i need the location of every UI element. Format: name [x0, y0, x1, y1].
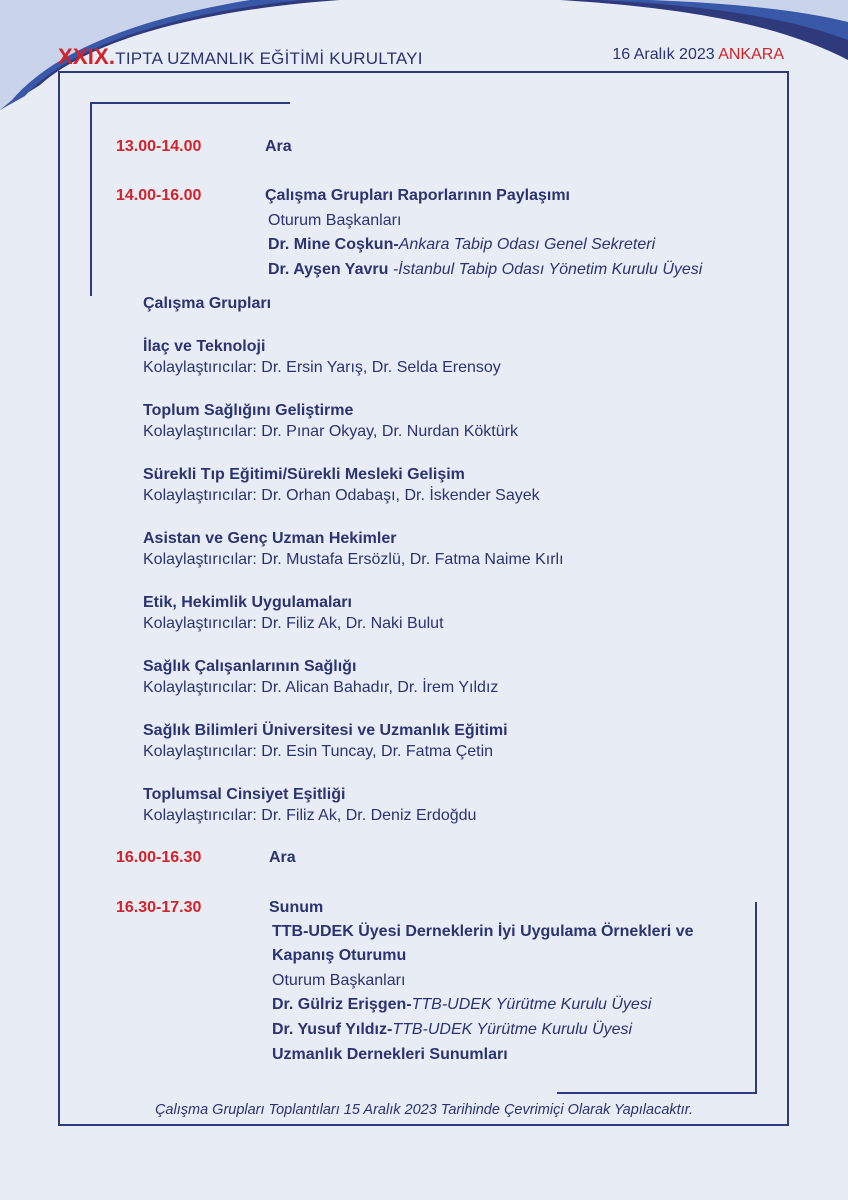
chair-name: Dr. Ayşen Yavru: [268, 261, 389, 278]
group-facilitators: Kolaylaştırıcılar: Dr. Filiz Ak, Dr. Deniz Erdoğdu: [143, 807, 477, 824]
group-name: Sürekli Tıp Eğitimi/Sürekli Mesleki Gelişim: [143, 466, 465, 483]
group-facilitators: Kolaylaştırıcılar: Dr. Orhan Odabaşı, Dr. İskender Sayek: [143, 487, 540, 504]
session2-title: Çalışma Grupları Raporlarının Paylaşımı: [265, 187, 570, 204]
session3-title: Ara: [269, 849, 296, 866]
bottom-inner-line: [557, 1092, 757, 1094]
group-name: Toplumsal Cinsiyet Eşitliği: [143, 786, 346, 803]
group-facilitators: Kolaylaştırıcılar: Dr. Pınar Okyay, Dr. Nurdan Köktürk: [143, 423, 518, 440]
session1-title: Ara: [265, 138, 292, 155]
session3-time: 16.00-16.30: [116, 849, 202, 866]
session2-chairs-label: Oturum Başkanları: [268, 212, 402, 229]
session4-chairs-label: Oturum Başkanları: [272, 972, 406, 989]
group-name: Toplum Sağlığını Geliştirme: [143, 402, 354, 419]
footer-note: Çalışma Grupları Toplantıları 15 Aralık 2023 Tarihinde Çevrimiçi Olarak Yapılacaktır.: [154, 1102, 694, 1118]
group-facilitators: Kolaylaştırıcılar: Dr. Filiz Ak, Dr. Naki Bulut: [143, 615, 444, 632]
session4-time: 16.30-17.30: [116, 899, 202, 916]
header-title-text: TIPTA UZMANLIK EĞİTİMİ KURULTAYI: [115, 49, 423, 68]
group-facilitators: Kolaylaştırıcılar: Dr. Esin Tuncay, Dr. Fatma Çetin: [143, 743, 494, 760]
chair-role: Ankara Tabip Odası Genel Sekreteri: [398, 236, 656, 253]
group-name: İlaç ve Teknoloji: [143, 338, 266, 355]
groups-title: Çalışma Grupları: [143, 295, 272, 312]
session2-chair-1: [268, 236, 655, 254]
chair-name: Dr. Gülriz Erişgen-: [272, 996, 412, 1013]
session4-closing: Uzmanlık Dernekleri Sunumları: [272, 1046, 508, 1063]
group-name: Sağlık Çalışanlarının Sağlığı: [143, 658, 357, 675]
header-date: 16 Aralık 2023: [612, 46, 715, 63]
left-inner-line: [90, 102, 92, 296]
session1-time: 13.00-14.00: [116, 138, 202, 155]
session4-subtitle-line2: Kapanış Oturumu: [272, 947, 407, 964]
header-title: [58, 44, 423, 70]
session4-chair-1: [272, 996, 651, 1014]
right-inner-line: [755, 902, 757, 1094]
group-facilitators: Kolaylaştırıcılar: Dr. Ersin Yarış, Dr. Selda Erensoy: [143, 359, 501, 376]
session2-time: 14.00-16.00: [116, 187, 202, 204]
session4-subtitle-line1: TTB-UDEK Üyesi Derneklerin İyi Uygulama Örnekleri ve: [272, 923, 694, 940]
session4-title: Sunum: [269, 899, 324, 916]
chair-role: TTB-UDEK Yürütme Kurulu Üyesi: [411, 996, 652, 1013]
top-inner-line: [90, 102, 290, 104]
group-facilitators: Kolaylaştırıcılar: Dr. Mustafa Ersözlü, Dr. Fatma Naime Kırlı: [143, 551, 564, 568]
header-city: ANKARA: [718, 46, 784, 63]
chair-name: Dr. Mine Coşkun-: [268, 236, 399, 253]
chair-role: TTB-UDEK Yürütme Kurulu Üyesi: [392, 1021, 633, 1038]
group-name: Etik, Hekimlik Uygulamaları: [143, 594, 352, 611]
session4-chair-2: [272, 1021, 632, 1039]
header-roman-numeral: XXIX.: [58, 44, 116, 69]
chair-role: -İstanbul Tabip Odası Yönetim Kurulu Üyesi: [388, 261, 703, 278]
session2-chair-2: [268, 261, 702, 279]
group-name: Sağlık Bilimleri Üniversitesi ve Uzmanlık Eğitimi: [143, 722, 508, 739]
group-name: Asistan ve Genç Uzman Hekimler: [143, 530, 397, 547]
header-date-location: [612, 46, 784, 64]
group-facilitators: Kolaylaştırıcılar: Dr. Alican Bahadır, Dr. İrem Yıldız: [143, 679, 499, 696]
chair-name: Dr. Yusuf Yıldız-: [272, 1021, 393, 1038]
